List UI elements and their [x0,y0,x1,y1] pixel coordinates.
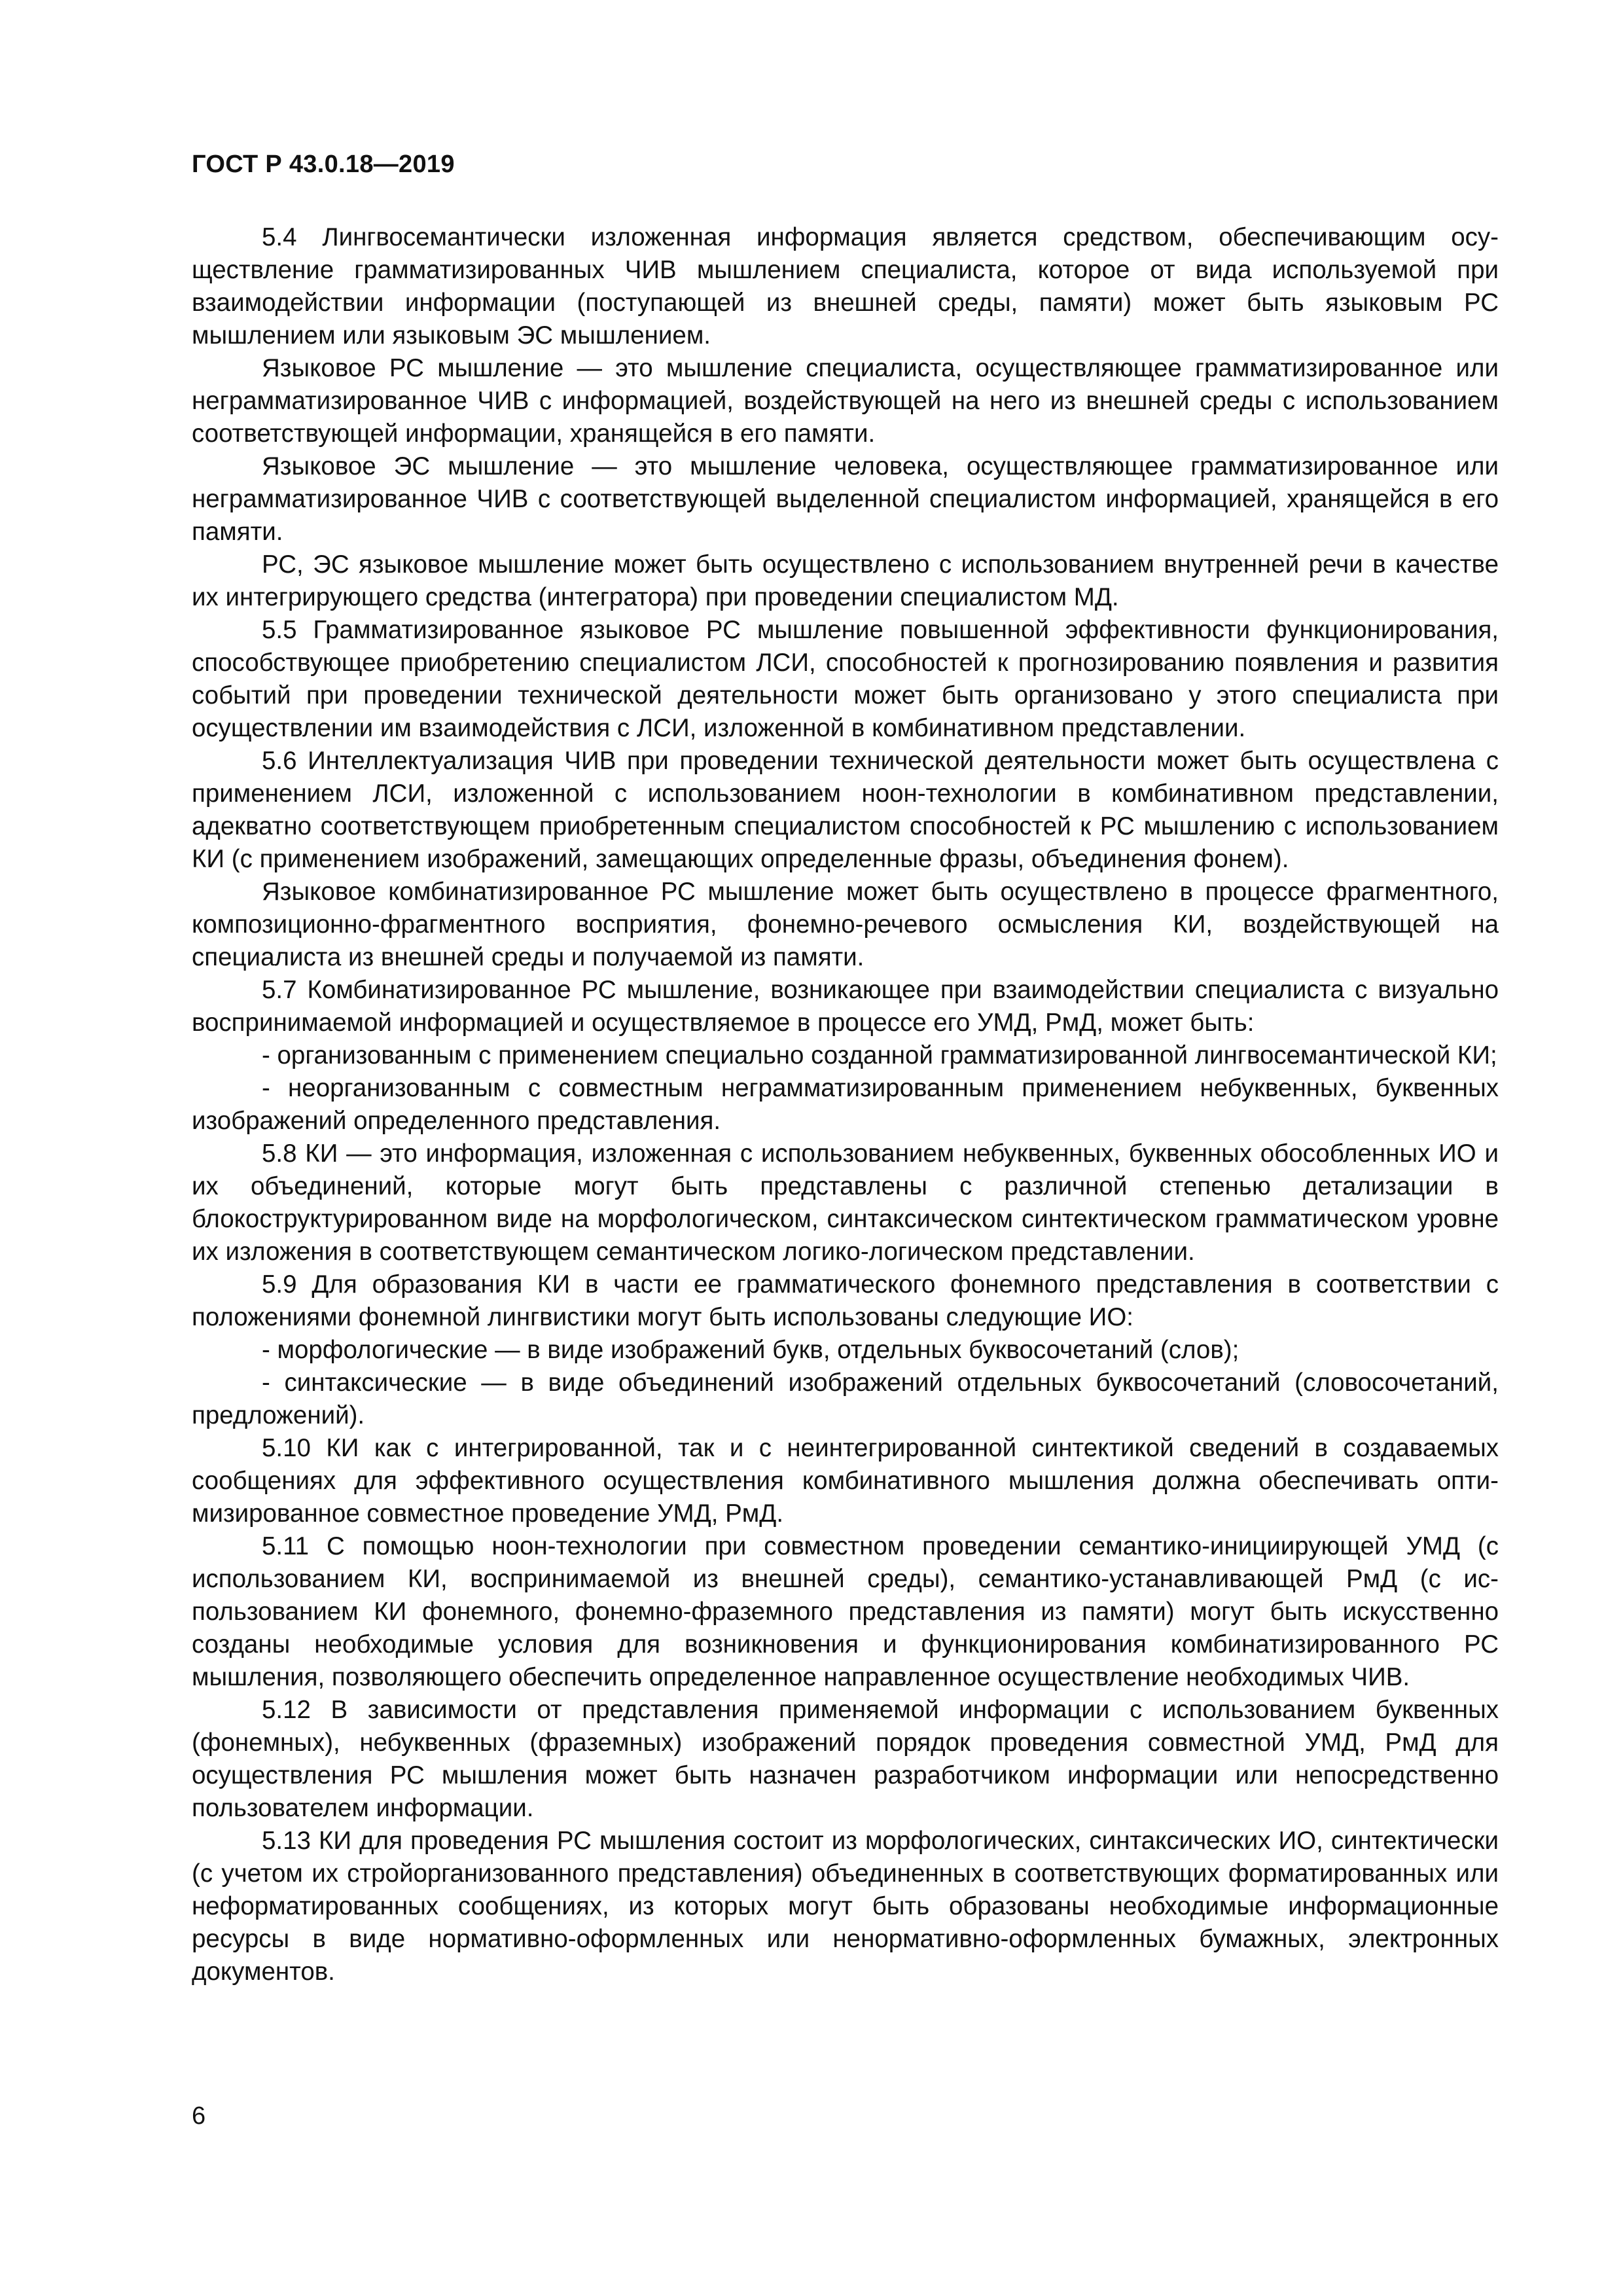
paragraph-5-13: 5.13 КИ для проведения РС мышления состоит из морфологических, синтаксических ИО, синтектически (с учетом их стройорганизованного представления) объединенных в соответствующих форматированных или неформатированных сообщениях, из которых могут быть образованы необходимые информационные ресурсы в виде нормативно-оформленных или ненормативно-оформленных бумажных, электронных документов. [192,1827,1499,1986]
paragraph-5-4: 5.4 Лингвосемантически изложенная информация является средством, обеспечивающим осуществление грамматизированных ЧИВ мышлением специалиста, которое от вида используемой при взаимодействии информации (поступающей из внешней среды, памяти) может быть языковым РС мышлением или языковым ЭС мышлением. [192,223,1499,350]
paragraph-es-thinking-definition: Языковое ЭС мышление — это мышление человека, осуществляющее грамматизированное или неграмматизированное ЧИВ с соответствующей выделенной специалистом информацией, хранящейся в его памяти. [192,452,1499,546]
paragraph-inner-speech: РС, ЭС языковое мышление может быть осуществлено с использованием внутренней речи в качестве их интегрирующего средства (интегратора) при проведении специалистом МД. [192,550,1499,611]
list-item-unorganized: - неорганизованным с совместным неграмматизированным применением небуквенных, буквенных изображений определенного представления. [192,1074,1499,1135]
paragraph-rs-thinking-definition: Языковое РС мышление — это мышление специалиста, осуществляющее грамматизированное или неграмматизированное ЧИВ с информацией, воздействующей на него из внешней среды с использованием соответствующей информации, хранящейся в его памяти. [192,354,1499,448]
paragraph-5-12: 5.12 В зависимости от представления применяемой информации с использованием буквенных (фонемных), небуквенных (фраземных) изображений порядок проведения совместной УМД, РмД для осуществления РС мышления может быть назначен разработчиком информации или непосредственно пользователем информации. [192,1696,1499,1822]
paragraph-5-8: 5.8 КИ — это информация, изложенная с использованием небуквенных, буквенных обособленных ИО и их объединений, которые могут быть представлены с различной степенью детализации в блокоструктурированном виде на морфологическом, синтаксическом синтектическом грамматическом уровне их изложения в соответствующем семантическом логико-логическом представлении. [192,1139,1499,1266]
paragraph-5-9: 5.9 Для образования КИ в части ее грамматического фонемного представления в соответствии с положениями фонемной лингвистики могут быть использованы следующие ИО: [192,1270,1499,1331]
page-number: 6 [192,2102,206,2130]
paragraph-5-7: 5.7 Комбинатизированное РС мышление, возникающее при взаимодействии специалиста с визуально воспринимаемой информацией и осуществляемое в процессе его УМД, РмД, может быть: [192,976,1499,1037]
list-item-syntactic: - синтаксические — в виде объединений изображений отдельных буквосочетаний (словосочетаний, предложений). [192,1369,1499,1429]
paragraph-5-5: 5.5 Грамматизированное языковое РС мышление повышенной эффективности функционирования, способствующее приобретению специалистом ЛСИ, способностей к прогнозированию появления и развития событий при проведении технической деятельности может быть организовано у этого специалиста при осуществлении им взаимодействия с ЛСИ, изложенной в комбинативном представлении. [192,616,1499,742]
paragraph-5-6: 5.6 Интеллектуализация ЧИВ при проведении технической деятельности может быть осуществлена с применением ЛСИ, изложенной с использованием ноон-технологии в комбинативном представлении, адекватно соответствующем приобретенным специалистом способностей к РС мышлению с использованием КИ (с применением изображений, замещающих определенные фразы, объединения фонем). [192,747,1499,873]
list-item-morphological: - морфологические — в виде изображений букв, отдельных буквосочетаний (слов); [262,1336,1240,1364]
list-item-organized: - организованным с применением специально созданной грамматизированной лингвосемантической КИ; [262,1041,1497,1069]
document-body [192,221,1499,1988]
paragraph-5-10: 5.10 КИ как с интегрированной, так и с неинтегрированной синтектикой сведений в создаваемых сообщениях для эффективного осуществления комбинативного мышления должна обеспечивать оптимизированное совместное проведение УМД, РмД. [192,1434,1499,1528]
paragraph-5-11: 5.11 С помощью ноон-технологии при совместном проведении семантико-инициирующей УМД (с использованием КИ, воспринимаемой из внешней среды), семантико-устанавливающей РмД (с использованием КИ фонемного, фонемно-фраземного представления из памяти) могут быть искусственно созданы необходимые условия для возникновения и функционирования комбинатизированного РС мышления, позволяющего обеспечить определенное направленное осуществление необходимых ЧИВ. [192,1532,1499,1691]
document-code-header: ГОСТ Р 43.0.18—2019 [192,151,455,178]
paragraph-combinatized-thinking: Языковое комбинатизированное РС мышление может быть осуществлено в процессе фрагментного, композиционно-фрагментного восприятия, фонемно-речевого осмысления КИ, воздействующей на специалиста из внешней среды и получаемой из памяти. [192,878,1499,971]
